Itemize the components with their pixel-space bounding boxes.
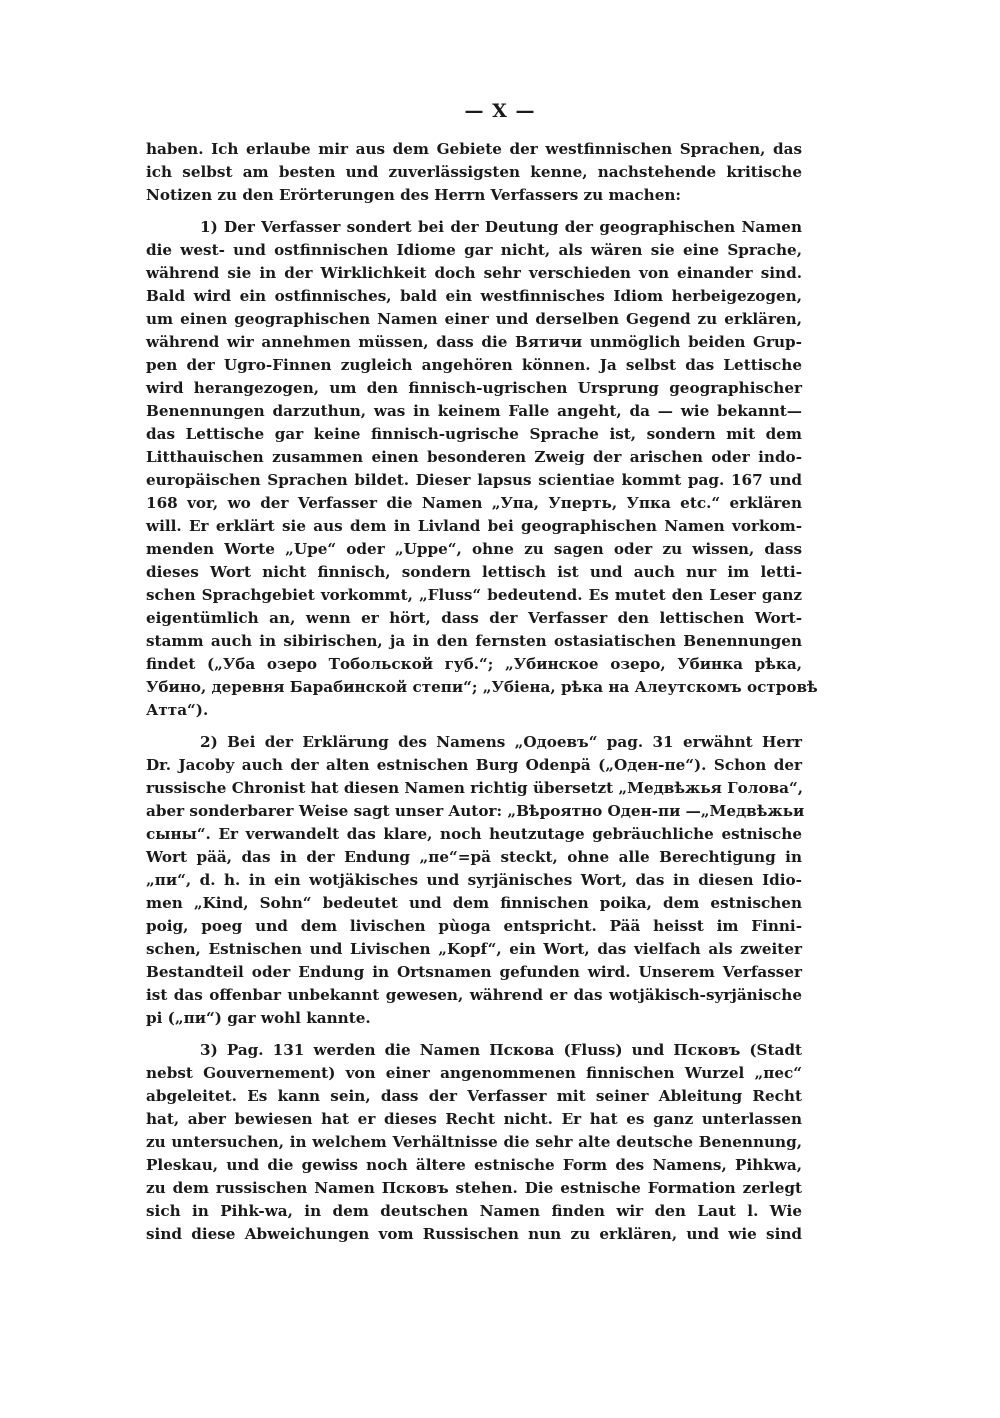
text-line: sich in Pihk-wa, in dem deutschen Namen finden wir den Laut l. Wie [146,1202,802,1220]
text-line: Notizen zu den Erörterungen des Herrn Verfassers zu machen: [146,186,682,204]
text-line: menden Worte „Upe“ oder „Uppe“, ohne zu sagen oder zu wissen, dass [146,540,802,558]
text-line: Убино, деревня Барабинской степи“; „Убіена, рѣка на Алеутскомъ островѣ [146,678,818,696]
text-line: um einen geographischen Namen einer und derselben Gegend zu erklären, [146,310,802,328]
text-line: während wir annehmen müssen, dass die Вятичи unmöglich beiden Grup- [146,333,802,351]
text-line: Pleskau, und die gewiss noch ältere estnische Form des Namens, Pihkwa, [146,1156,802,1174]
text-line: stamm auch in sibirischen, ja in den fernsten ostasiatischen Benennungen [146,632,802,650]
text-line: poig, poeg und dem livischen pùoga entspricht. Pää heisst im Finni- [146,917,802,935]
text-line: Bestandteil oder Endung in Ortsnamen gefunden wird. Unserem Verfasser [146,963,802,981]
text-line: wird herangezogen, um den finnisch-ugrischen Ursprung geographischer [146,379,802,397]
text-line: Атта“). [146,701,209,719]
text-line: Benennungen darzuthun, was in keinem Falle angeht, da — wie bekannt— [146,402,802,420]
page-number: — X — [464,100,536,122]
text-line: schen, Estnischen und Livischen „Kopf“, ein Wort, das vielfach als zweiter [146,940,802,958]
text-line: die west- und ostfinnischen Idiome gar nicht, als wären sie eine Sprache, [146,241,802,259]
text-line: europäischen Sprachen bildet. Dieser lapsus scientiae kommt pag. 167 und [146,471,802,489]
text-line: sind diese Abweichungen vom Russischen nun zu erklären, und wie sind [146,1225,802,1243]
text-line: zu dem russischen Namen Псковъ stehen. Die estnische Formation zerlegt [146,1179,802,1197]
text-line: Dr. Jacoby auch der alten estnischen Burg Odenpä („Оден-пе“). Schon der [146,756,802,774]
text-line: 3) Pag. 131 werden die Namen Псковa (Fluss) und Псковъ (Stadt [200,1041,802,1059]
text-line: schen Sprachgebiet vorkommt, „Fluss“ bedeutend. Es mutet den Leser ganz [146,586,802,604]
text-line: eigentümlich an, wenn er hört, dass der Verfasser den lettischen Wort- [146,609,802,627]
text-line: abgeleitet. Es kann sein, dass der Verfasser mit seiner Ableitung Recht [146,1087,802,1105]
text-line: aber sonderbarer Weise sagt unser Autor: „Вѣроятно Оден-пи —„Медвѣжьи [146,802,805,820]
text-line: will. Er erklärt sie aus dem in Livland bei geographischen Namen vorkom- [146,517,802,535]
text-line: nebst Gouvernement) von einer angenommenen finnischen Wurzel „пес“ [146,1064,802,1082]
text-line: hat, aber bewiesen hat er dieses Recht nicht. Er hat es ganz unterlassen [146,1110,802,1128]
text-line: dieses Wort nicht finnisch, sondern lettisch ist und auch nur im letti- [146,563,802,581]
text-line: pi („пи“) gar wohl kannte. [146,1009,371,1027]
text-line: „пи“, d. h. in ein wotjäkisches und syrjänisches Wort, das in diesen Idio- [146,871,802,889]
text-line: Wort pää, das in der Endung „пе“=pä steckt, ohne alle Berechtigung in [146,848,802,866]
text-line: Bald wird ein ostfinnisches, bald ein westfinnisches Idiom herbeigezogen, [146,287,802,305]
text-line: ich selbst am besten und zuverlässigsten kenne, nachstehende kritische [146,163,802,181]
text-line: 1) Der Verfasser sondert bei der Deutung der geographischen Namen [200,218,802,236]
text-line: 2) Bei der Erklärung des Namens „Одоевъ“ pag. 31 erwähnt Herr [200,733,802,751]
text-line: сыны“. Er verwandelt das klare, noch heutzutage gebräuchliche estnische [146,825,802,843]
text-line: findet („Уба озеро Тобольской губ.“; „Убинское озеро, Убинка рѣка, [146,655,802,673]
text-line: russische Chronist hat diesen Namen richtig übersetzt „Медвѣжья Голова“, [146,779,804,797]
text-line: zu untersuchen, in welchem Verhältnisse die sehr alte deutsche Benennung, [146,1133,802,1151]
text-line: Litthauischen zusammen einen besonderen Zweig der arischen oder indo- [146,448,802,466]
text-line: ist das offenbar unbekannt gewesen, während er das wotjäkisch-syrjänische [146,986,802,1004]
text-line: 168 vor, wo der Verfasser die Namen „Упа, Уперть, Упка etc.“ erklären [146,494,802,512]
text-line: haben. Ich erlaube mir aus dem Gebiete der westfinnischen Sprachen, das [146,140,802,158]
text-line: das Lettische gar keine finnisch-ugrische Sprache ist, sondern mit dem [146,425,802,443]
text-line: men „Kind, Sohn“ bedeutet und dem finnischen poika, dem estnischen [146,894,802,912]
text-line: während sie in der Wirklichkeit doch sehr verschieden von einander sind. [146,264,802,282]
text-line: pen der Ugro-Finnen zugleich angehören können. Ja selbst das Lettische [146,356,802,374]
